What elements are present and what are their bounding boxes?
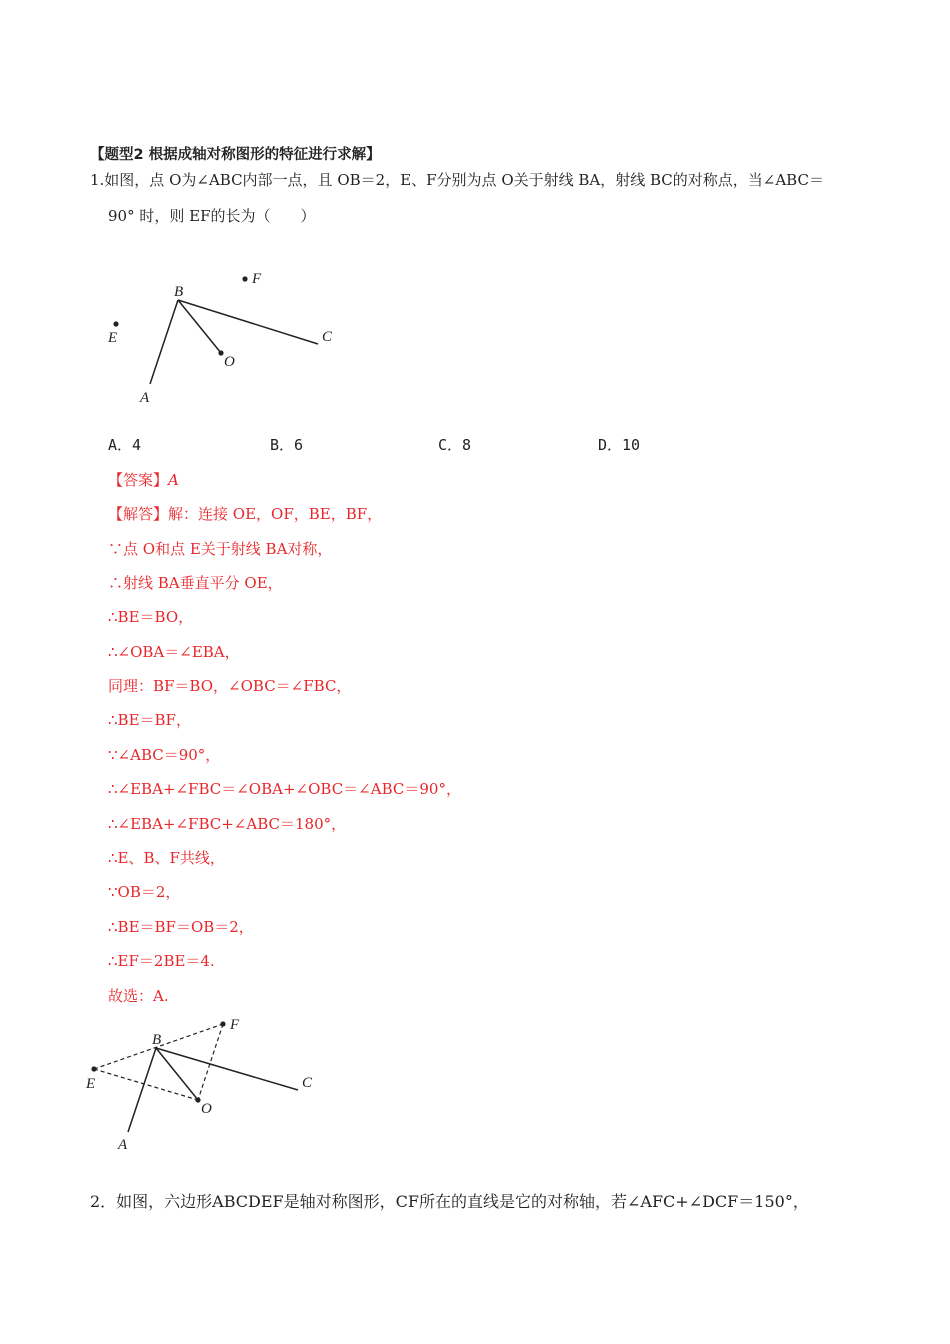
- segment-bo: [178, 300, 221, 353]
- label-f: F: [252, 271, 262, 287]
- ray-ba: [150, 300, 178, 384]
- q1-question-line-1: 1.如图，点 O为∠ABC内部一点，且 OB＝2，E、F分别为点 O关于射线 BA，射线 BC的对称点，当∠ABC＝: [90, 171, 824, 189]
- solution-line: ∴E、B、F共线，: [108, 849, 225, 867]
- q2-question-line-1: 2．如图，六边形ABCDEF是轴对称图形，CF所在的直线是它的对称轴，若∠AFC+∠DCF＝150°，: [90, 1192, 809, 1211]
- solution-line: 同理：BF＝BO，∠OBC＝∠FBC，: [108, 677, 352, 695]
- option-b[interactable]: B．6: [270, 436, 304, 454]
- dashed-segment-eo: [94, 1069, 198, 1100]
- point-f: [220, 1021, 225, 1026]
- point-o: [218, 350, 223, 355]
- ray-ba: [128, 1048, 156, 1132]
- label-b: B: [152, 1032, 162, 1048]
- label-a: A: [140, 390, 150, 406]
- solution-line: ∵点 O和点 E关于射线 BA对称，: [108, 540, 333, 558]
- option-a[interactable]: A．4: [108, 436, 142, 454]
- solution-line: 故选：A.: [108, 987, 169, 1005]
- label-o: O: [224, 354, 235, 370]
- segment-bo: [156, 1048, 198, 1100]
- label-o: O: [201, 1101, 212, 1117]
- solution-line: ∵∠ABC＝90°，: [108, 746, 221, 764]
- answer-value: A: [168, 471, 179, 489]
- solution-figure: [80, 1012, 340, 1157]
- solution-line: ∴∠OBA＝∠EBA，: [108, 643, 240, 661]
- solution-tag: 【解答】: [108, 505, 169, 523]
- solution-line: ∴∠EBA+∠FBC＝∠OBA+∠OBC＝∠ABC＝90°，: [108, 780, 461, 798]
- solution-line: ∴EF＝2BE＝4.: [108, 952, 215, 970]
- ray-bc: [156, 1048, 298, 1090]
- solution-line: ∵OB＝2，: [108, 883, 181, 901]
- label-f: F: [230, 1017, 240, 1033]
- answer-tag: 【答案】: [108, 471, 169, 489]
- solution-intro: 解：连接 OE，OF，BE，BF，: [168, 505, 383, 523]
- section-title: 【题型2 根据成轴对称图形的特征进行求解】: [90, 147, 381, 163]
- solution-line: ∴BE＝BF＝OB＝2，: [108, 918, 254, 936]
- label-e: E: [108, 330, 118, 346]
- option-c[interactable]: C．8: [438, 436, 472, 454]
- point-e: [91, 1066, 96, 1071]
- solution-line: ∴BE＝BF，: [108, 711, 191, 729]
- solution-line: ∴射线 BA垂直平分 OE，: [108, 574, 283, 592]
- label-b: B: [174, 284, 184, 300]
- label-c: C: [302, 1075, 313, 1091]
- solution-first-line: [108, 504, 382, 524]
- solution-line: ∴∠EBA+∠FBC+∠ABC＝180°，: [108, 815, 347, 833]
- label-c: C: [322, 329, 333, 345]
- label-e: E: [86, 1076, 96, 1092]
- label-a: A: [118, 1137, 128, 1153]
- point-e: [113, 321, 118, 326]
- ray-bc: [178, 300, 318, 344]
- solution-line: ∴BE＝BO，: [108, 608, 194, 626]
- point-o: [195, 1097, 200, 1102]
- option-d[interactable]: D．10: [598, 436, 641, 454]
- answer-line: [108, 470, 179, 490]
- q1-figure: [100, 262, 360, 412]
- q1-question-line-2: 90° 时，则 EF的长为（ ）: [108, 207, 316, 225]
- point-f: [242, 276, 247, 281]
